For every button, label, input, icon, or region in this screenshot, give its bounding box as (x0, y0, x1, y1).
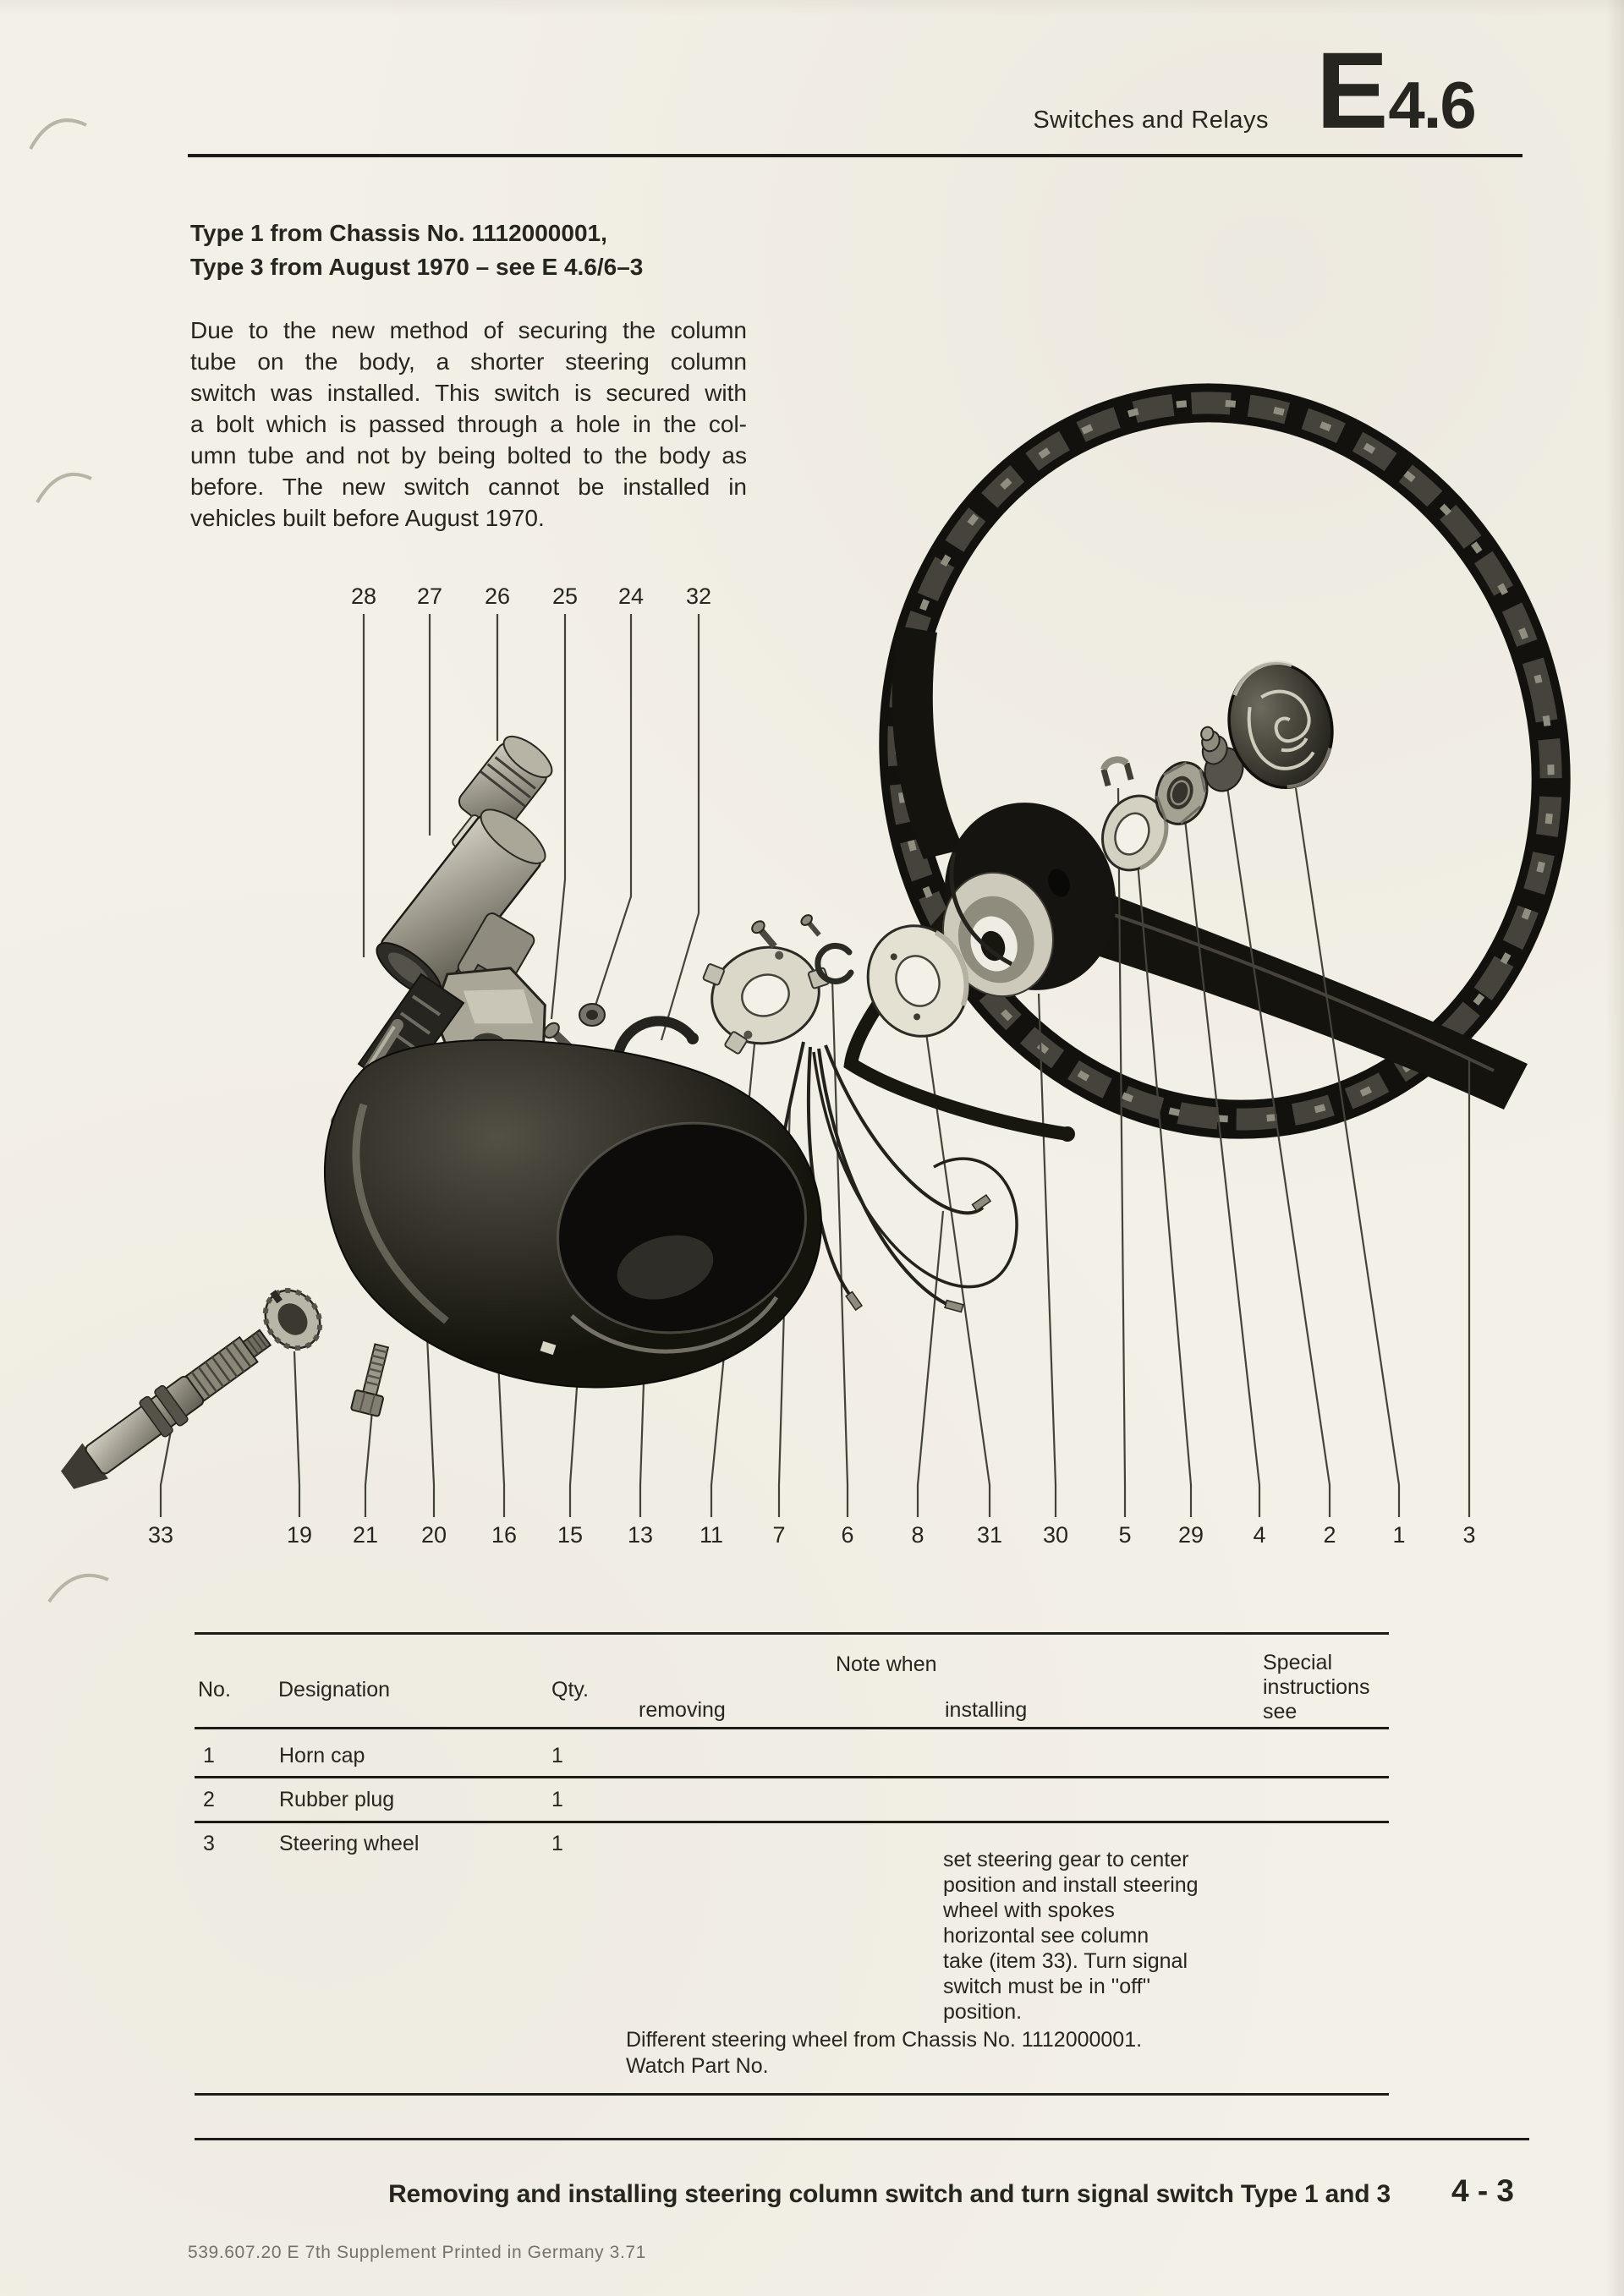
section-code-number: 4.6 (1388, 68, 1475, 143)
table-row-cell-no: 2 (203, 1788, 215, 1811)
table-row-cell-designation: Horn cap (279, 1744, 365, 1767)
table-rule-header (195, 1727, 1389, 1729)
diagram-label: 24 (617, 584, 645, 609)
diagram-label: 11 (699, 1522, 724, 1548)
diagram-label: 20 (420, 1522, 447, 1548)
diagram-label: 21 (352, 1522, 379, 1548)
diagram-label: 4 (1253, 1522, 1266, 1548)
diagram-label: 6 (841, 1522, 854, 1548)
intro-body-line: tube on the body, a shorter steering column (190, 348, 747, 375)
diagram-label: 27 (416, 584, 443, 609)
table-row-cell-designation: Steering wheel (279, 1832, 420, 1855)
contact-clip-illustration (1102, 757, 1131, 786)
intro-title-line: Type 1 from Chassis No. 1112000001, (190, 220, 607, 246)
table-row-cell-designation: Rubber plug (279, 1788, 395, 1811)
diagram-label: 1 (1392, 1522, 1406, 1548)
col-header-removing: removing (639, 1698, 726, 1722)
section-code-letter: E (1316, 30, 1385, 151)
table-rule-row2 (195, 1821, 1389, 1823)
table-footnote-line: Different steering wheel from Chassis No. 1112000001. (626, 2028, 1143, 2052)
diagram-label: 13 (627, 1522, 654, 1548)
col-header-special: Special instructions see (1263, 1651, 1370, 1723)
steering-shaft-illustration (55, 1320, 278, 1499)
footer-caption: Removing and installing steering column switch and turn signal switch Type 1 and 3 (388, 2180, 1391, 2208)
intro-body-line: switch was installed. This switch is secured with (190, 380, 747, 406)
diagram-label: 3 (1462, 1522, 1476, 1548)
section-code (1316, 30, 1475, 151)
table-row-cell-no: 3 (203, 1832, 215, 1855)
table-row-cell-no: 1 (203, 1744, 215, 1767)
diagram-label: 26 (484, 584, 511, 609)
footer-rule (195, 2138, 1529, 2140)
section-title: Switches and Relays (1033, 107, 1269, 134)
diagram-label: 16 (491, 1522, 518, 1548)
col-header-note-when: Note when (836, 1652, 937, 1676)
page-curl-marks (30, 120, 108, 1602)
small-clip (818, 945, 851, 981)
diagram-label: 15 (557, 1522, 584, 1548)
intro-body-line: vehicles built before August 1970. (190, 505, 545, 531)
diagram-label: 30 (1042, 1522, 1069, 1548)
intro-title-line: Type 3 from August 1970 – see E 4.6/6–3 (190, 254, 644, 280)
diagram-label: 7 (772, 1522, 786, 1548)
table-rule-bottom (195, 2093, 1389, 2096)
table-row-cell-qty: 1 (551, 1832, 563, 1855)
bolt-illustration (351, 1342, 396, 1417)
diagram-label: 8 (911, 1522, 924, 1548)
nut-small-illustration (579, 1004, 605, 1026)
diagram-label: 2 (1323, 1522, 1336, 1548)
diagram-label: 25 (551, 584, 579, 609)
diagram-label: 19 (286, 1522, 313, 1548)
intro-body (190, 315, 747, 534)
col-header-qty: Qty. (551, 1678, 589, 1701)
table-rule-top (195, 1632, 1389, 1635)
intro-body-line: Due to the new method of securing the column (190, 317, 747, 343)
diagram-label: 31 (976, 1522, 1003, 1548)
imprint-text: 539.607.20 E 7th Supplement Printed in Germany 3.71 (188, 2243, 646, 2262)
installing-note: set steering gear to center position and install steering wheel with spokes horizontal see column take (item 33). Turn signal switch must be in ''off'' position. (943, 1848, 1199, 2024)
col-header-no: No. (198, 1678, 231, 1701)
diagram-label: 5 (1118, 1522, 1132, 1548)
diagram-label: 28 (350, 584, 377, 609)
intro-body-line: before. The new switch cannot be installed in (190, 474, 747, 500)
header-rule (188, 154, 1522, 157)
intro-title (190, 216, 782, 284)
diagram-label: 33 (147, 1522, 174, 1548)
col-header-designation: Designation (278, 1678, 391, 1701)
diagram-label: 32 (685, 584, 712, 609)
col-header-installing: installing (945, 1698, 1028, 1722)
table-row-cell-qty: 1 (551, 1744, 563, 1767)
table-footnote-line: Watch Part No. (626, 2054, 769, 2078)
intro-body-line: a bolt which is passed through a hole in the col- (190, 411, 747, 437)
diagram-label: 29 (1177, 1522, 1204, 1548)
table-row-cell-qty: 1 (551, 1788, 563, 1811)
intro-body-line: umn tube and not by being bolted to the body as (190, 442, 747, 469)
table-rule-row1 (195, 1776, 1389, 1778)
page-number: 4 - 3 (1451, 2173, 1515, 2208)
switch-screws (749, 918, 779, 951)
